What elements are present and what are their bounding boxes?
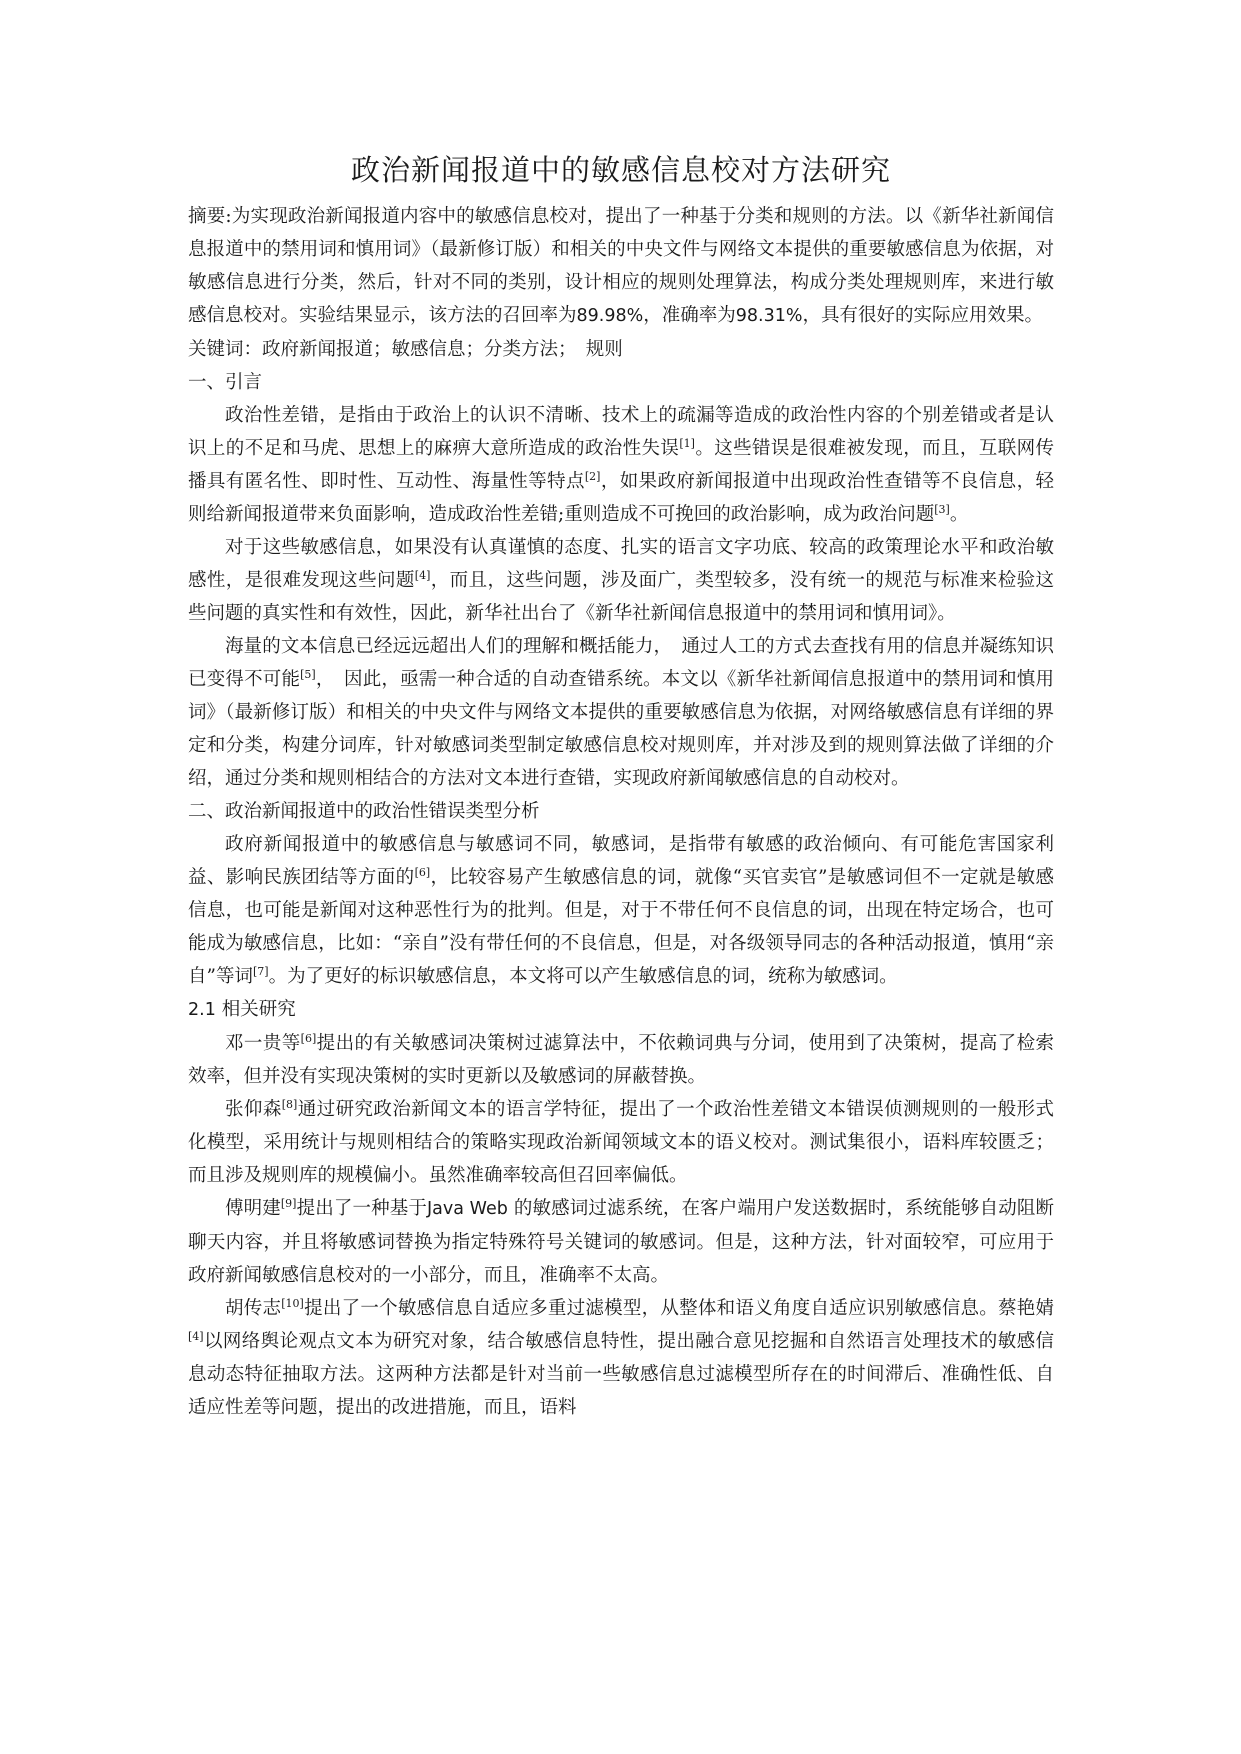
citation[interactable]: [9] [280, 1197, 297, 1210]
text-run: 张仰森 [225, 1099, 282, 1120]
abstract [188, 200, 1054, 333]
section-heading-error-types: 二、政治新闻报道中的政治性错误类型分析 [188, 801, 540, 822]
text-run: 。为了更好的标识敏感信息，本文将可以产生敏感信息的词，统称为敏感词。 [268, 966, 898, 987]
subsection-title: 相关研究 [221, 999, 296, 1020]
citation[interactable]: [5] [300, 668, 316, 681]
section-heading-intro: 一、引言 [188, 372, 263, 393]
text-run: 提出的有关敏感词决策树过滤算法中，不依赖词典与分词，使用到了决策树，提高了检索效率，但并没有实现决策树的实时更新以及敏感词的屏蔽替换。 [188, 1033, 1054, 1087]
text-run: 傅明建 [225, 1198, 281, 1219]
text-run: 的敏感词过滤系统，在客户端用户发送数据时，系统能够自动阻断聊天内容，并且将敏感词替换为指定特殊符号关键词的敏感词。但是，这种方法，针对面较窄，可应用于政府新闻敏感信息校对的一小部分，而且，准确率不太高。 [188, 1198, 1054, 1286]
error-types-paragraph-1 [188, 828, 1054, 993]
subsection-number: 2.1 [188, 1000, 216, 1020]
citation[interactable]: [3] [934, 503, 950, 516]
text-run: 对于这些敏感信息，如果没有认真谨慎的态度、扎实的语言文字功底、较高的政策理论水平和政治敏感性，是很难发现这些问题 [188, 537, 1054, 591]
abstract-mid: ，准确率为 [643, 305, 736, 326]
paper-title: 政治新闻报道中的敏感信息校对方法研究 [350, 153, 891, 187]
text-run: 胡传志 [225, 1298, 282, 1319]
text-run: ，如果政府新闻报道中出现政治性查错等不良信息，轻则给新闻报道带来负面影响，造成政治性差错;重则造成不可挽回的政治影响，成为政治问题 [188, 471, 1054, 525]
precision-value: 98.31% [735, 306, 803, 326]
text-run: 政府新闻报道中的敏感信息与敏感词不同，敏感词，是指带有敏感的政治倾向、有可能危害国家利益、影响民族团结等方面的 [188, 834, 1054, 888]
text-run: 提出了一个敏感信息自适应多重过滤模型，从整体和语义角度自适应识别敏感信息。蔡艳婧 [303, 1298, 1054, 1319]
text-run: 邓一贵等 [225, 1033, 301, 1054]
abstract-text: 为实现政治新闻报道内容中的敏感信息校对，提出了一种基于分类和规则的方法。以《新华社新闻信息报道中的禁用词和慎用词》（最新修订版）和相关的中央文件与网络文本提供的重要敏感信息为依据，对敏感信息进行分类，然后，针对不同的类别，设计相应的规则处理算法，构成分类处理规则库，来进行敏感信息校对。实验结果显示，该方法的召回率为 [188, 206, 1054, 326]
abstract-tail: ，具有很好的实际应用效果。 [802, 305, 1044, 326]
citation[interactable]: [6] [300, 1032, 317, 1045]
intro-paragraph-2 [188, 531, 1054, 630]
citation[interactable]: [4] [188, 1330, 204, 1343]
recall-value: 89.98% [576, 306, 644, 326]
text-run: 以网络舆论观点文本为研究对象，结合敏感信息特性，提出融合意见挖掘和自然语言处理技术的敏感信息动态特征抽取方法。这两种方法都是针对当前一些敏感信息过滤模型所存在的时间滞后、准确性低、自适应性差等问题，提出的改进措施，而且，语料 [188, 1331, 1054, 1418]
related-work-paragraph-1 [188, 1027, 1054, 1093]
subsection-heading-related-work [188, 993, 1054, 1027]
citation[interactable]: [10] [281, 1297, 304, 1310]
keywords-text: 政府新闻报道；敏感信息；分类方法； 规则 [262, 339, 623, 360]
citation[interactable]: [6] [414, 866, 431, 879]
paper-page [188, 150, 1054, 1424]
text-run: 提出了一种基于 [296, 1198, 428, 1219]
citation[interactable]: [8] [281, 1098, 298, 1111]
java-web-term: Java Web [427, 1199, 508, 1219]
text-run: 。 [949, 504, 969, 525]
text-run: ， 因此，亟需一种合适的自动查错系统。本文以《新华社新闻信息报道中的禁用词和慎用词》（最新修订版）和相关的中央文件与网络文本提供的重要敏感信息为依据，对网络敏感信息有详细的界定和分类，构建分词库，针对敏感词类型制定敏感信息校对规则库，并对涉及到的规则算法做了详细的介绍，通过分类和规则相结合的方法对文本进行查错，实现政府新闻敏感信息的自动校对。 [188, 669, 1054, 789]
text-run: 通过研究政治新闻文本的语言学特征，提出了一个政治性差错文本错误侦测规则的一般形式化模型，采用统计与规则相结合的策略实现政治新闻领域文本的语义校对。测试集很小，语料库较匮乏；而且涉及规则库的规模偏小。虽然准确率较高但召回率偏低。 [188, 1099, 1054, 1186]
text-run: ，比较容易产生敏感信息的词，就像“买官卖官”是敏感词但不一定就是敏感信息，也可能是新闻对这种恶性行为的批判。但是，对于不带任何不良信息的词，出现在特定场合，也可能成为敏感信息，比如：“亲自”没有带任何的不良信息，但是，对各级领导同志的各种活动报道，慎用“亲自”等词 [188, 867, 1054, 987]
related-work-paragraph-2 [188, 1093, 1054, 1192]
related-work-paragraph-3 [188, 1192, 1054, 1292]
citation[interactable]: [7] [252, 965, 269, 978]
text-run: 政治性差错，是指由于政治上的认识不清晰、技术上的疏漏等造成的政治性内容的个别差错或者是认识上的不足和马虎、思想上的麻痹大意所造成的政治性失误 [188, 405, 1054, 459]
related-work-paragraph-4 [188, 1292, 1054, 1424]
intro-paragraph-3 [188, 630, 1054, 795]
intro-paragraph-1 [188, 399, 1054, 531]
citation[interactable]: [1] [679, 437, 695, 450]
keywords [188, 333, 1054, 366]
citation[interactable]: [2] [584, 470, 601, 483]
text-run: 海量的文本信息已经远远超出人们的理解和概括能力， 通过人工的方式去查找有用的信息并凝练知识已变得不可能 [188, 636, 1054, 690]
text-run: 。这些错误是很难被发现，而且，互联网传播具有匿名性、即时性、互动性、海量性等特点 [188, 438, 1054, 492]
text-run: ，而且，这些问题，涉及面广，类型较多，没有统一的规范与标准来检验这些问题的真实性和有效性，因此，新华社出台了《新华社新闻信息报道中的禁用词和慎用词》。 [188, 570, 1054, 624]
keywords-label: 关键词： [188, 339, 263, 360]
citation[interactable]: [4] [414, 569, 431, 582]
abstract-label: 摘要: [188, 206, 232, 227]
